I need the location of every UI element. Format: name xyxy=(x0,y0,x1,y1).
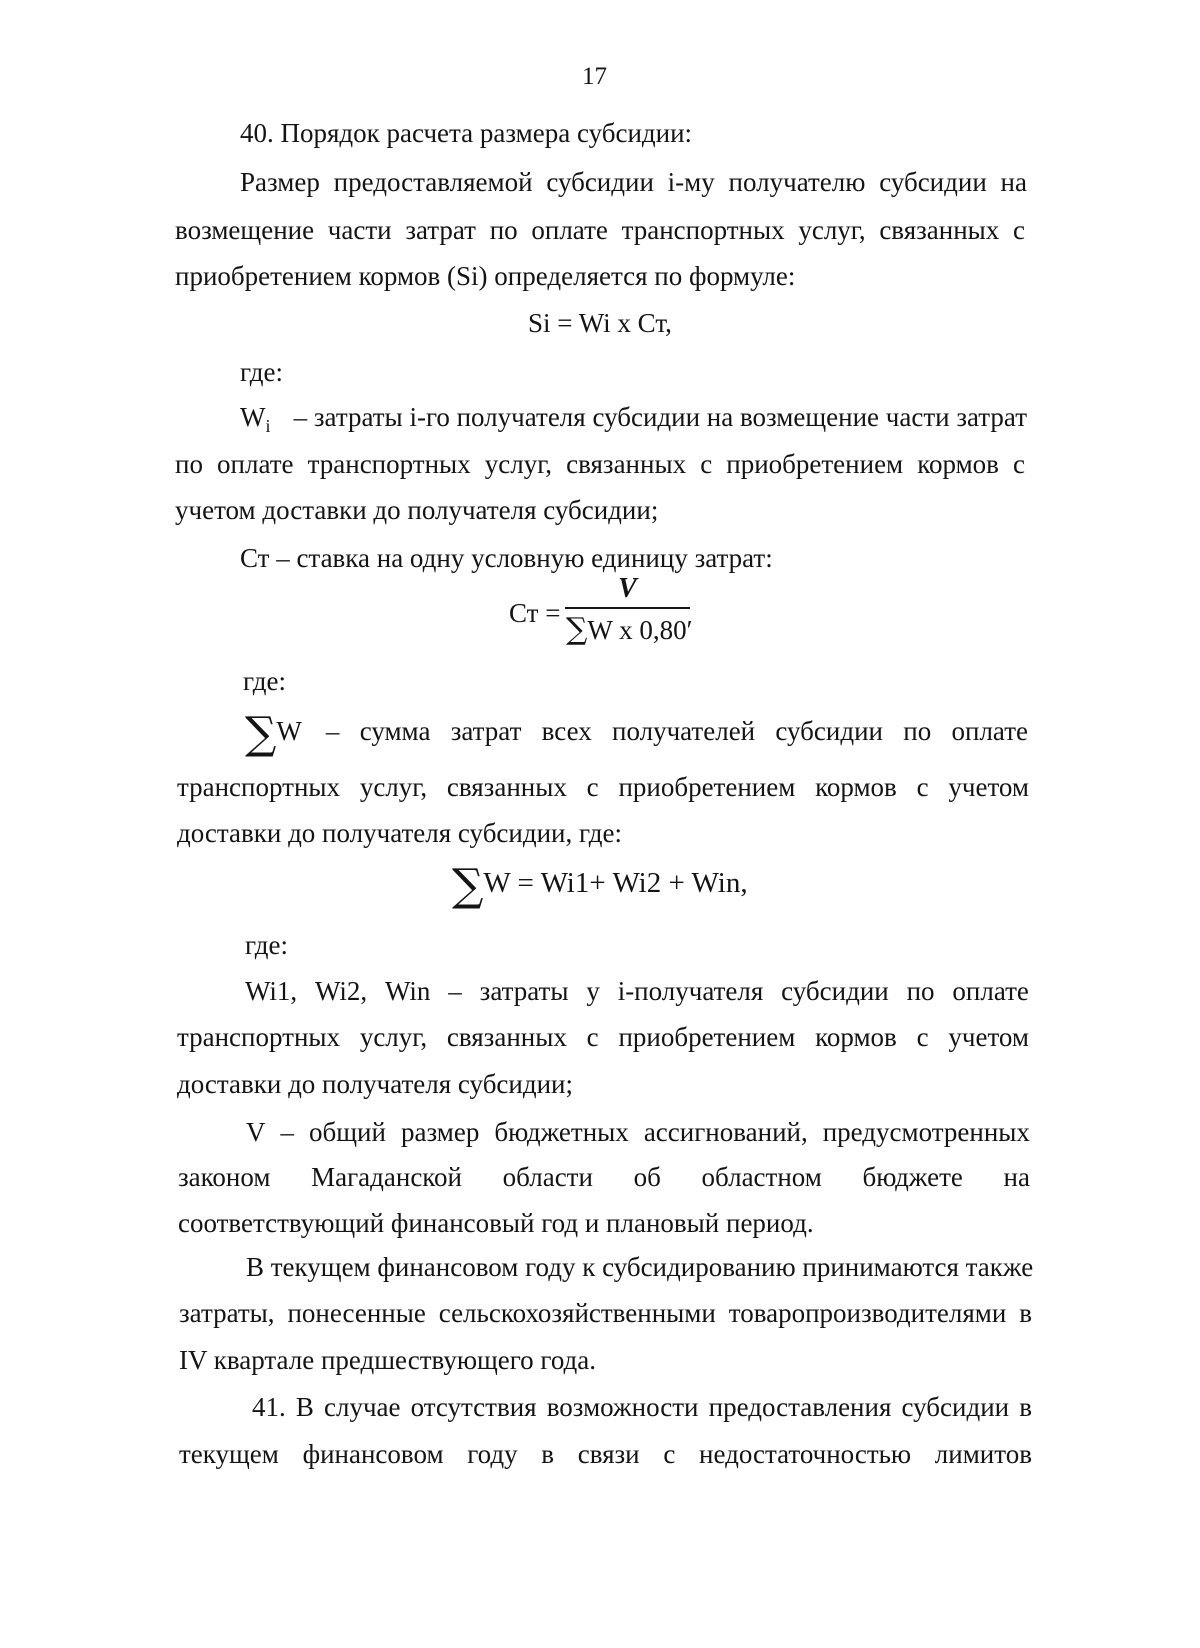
word: году xyxy=(467,1439,518,1469)
word: с xyxy=(916,772,929,802)
word: законом xyxy=(178,1162,271,1192)
word: в xyxy=(1019,1392,1032,1422)
word: затраты xyxy=(479,976,569,1006)
word: получателей xyxy=(612,716,756,746)
word: – xyxy=(325,716,340,746)
word: затрат xyxy=(405,215,476,245)
word: транспортных xyxy=(177,1022,341,1052)
word: транспортных xyxy=(177,772,341,802)
section-41-line xyxy=(252,1390,1032,1424)
formula-denominator: ∑W x 0,80′ xyxy=(566,612,693,647)
word: с xyxy=(586,1022,599,1052)
wi-symbol: $W_i$ xyxy=(240,402,271,436)
where-label: где: xyxy=(245,930,288,960)
word: бюджетных xyxy=(494,1117,629,1147)
word: Wi1, xyxy=(245,976,298,1006)
word: услуг, xyxy=(359,1022,428,1052)
definition-line xyxy=(178,1160,1030,1194)
word: на xyxy=(1000,167,1027,197)
definition-line xyxy=(245,974,1029,1008)
word: учетом xyxy=(948,1022,1029,1052)
word: – xyxy=(448,976,462,1006)
word: об xyxy=(633,1162,661,1192)
word: в xyxy=(541,1439,555,1469)
word: услуг, xyxy=(484,449,553,479)
fraction-bar xyxy=(565,607,690,609)
where-label: где: xyxy=(240,357,283,387)
definition-line xyxy=(175,447,1025,481)
formula-si: Si = Wi x Ст, xyxy=(528,308,672,338)
word: субсидии xyxy=(546,167,654,197)
word: бюджете xyxy=(862,1162,963,1192)
definition-line: соответствующий финансовый год и плановый период. xyxy=(178,1208,814,1238)
word: связанных xyxy=(446,1022,567,1052)
word: с xyxy=(1013,215,1025,245)
word: кормов xyxy=(917,449,999,479)
word: – xyxy=(280,1117,295,1147)
word: связанных xyxy=(566,449,687,479)
word: ассигнований, xyxy=(643,1117,808,1147)
word: Wi2, xyxy=(315,976,368,1006)
word: субсидии xyxy=(901,1392,1010,1422)
definition-line: Ст – ставка на одну условную единицу затрат: xyxy=(240,543,773,573)
section-41-line xyxy=(179,1437,1032,1471)
definition-line: доставки до получателя субсидии, где: xyxy=(177,818,622,848)
word: субсидии xyxy=(879,167,987,197)
word: всех xyxy=(541,716,592,746)
word: случае xyxy=(324,1392,401,1422)
word: В xyxy=(295,1392,314,1422)
word: предоставления xyxy=(708,1392,892,1422)
word: V xyxy=(246,1117,266,1147)
word: с xyxy=(1013,449,1025,479)
word: недостаточностью xyxy=(699,1439,912,1469)
formula-numerator: V xyxy=(618,573,637,604)
word: с xyxy=(663,1439,676,1469)
paragraph-line: В текущем финансовом году к субсидированию принимаются также xyxy=(246,1252,1034,1282)
word: общий xyxy=(309,1117,386,1147)
word: с xyxy=(586,772,599,802)
word: областном xyxy=(701,1162,822,1192)
word: связи xyxy=(577,1439,640,1469)
word: оплате xyxy=(217,449,294,479)
word: сельскохозяйственными xyxy=(438,1298,716,1328)
word: Размер xyxy=(240,167,320,197)
paragraph-line xyxy=(175,213,1025,247)
word: с xyxy=(916,1022,929,1052)
word: субсидии xyxy=(775,716,883,746)
word: кормов xyxy=(815,1022,897,1052)
formula-sum-w: ∑W = Wi1+ Wi2 + Win, xyxy=(452,860,748,911)
definition-line xyxy=(240,400,1027,443)
word: области xyxy=(502,1162,593,1192)
word: Win xyxy=(385,976,431,1006)
formula-lhs: Ст = xyxy=(509,598,561,628)
word: приобретением xyxy=(618,772,796,802)
word: по xyxy=(489,215,518,245)
word: в xyxy=(1019,1298,1032,1328)
word: 41. xyxy=(252,1392,286,1422)
word: субсидии xyxy=(781,976,889,1006)
word: i-му xyxy=(667,167,715,197)
word: оплате xyxy=(952,976,1029,1006)
word: оплате xyxy=(951,716,1028,746)
word: транспортных xyxy=(621,215,785,245)
word: предусмотренных xyxy=(822,1117,1030,1147)
word: текущем xyxy=(179,1439,279,1469)
word: возмещение xyxy=(175,215,315,245)
word: размер xyxy=(400,1117,480,1147)
definition-line xyxy=(177,1020,1029,1054)
word: кормов xyxy=(815,772,897,802)
word: приобретением xyxy=(618,1022,796,1052)
page-number: 17 xyxy=(582,63,607,90)
word: приобретением xyxy=(726,449,904,479)
word: i-получателя xyxy=(617,976,764,1006)
word: затраты, xyxy=(179,1298,275,1328)
definition-text xyxy=(326,714,1028,748)
where-label: где: xyxy=(243,666,286,696)
word: по xyxy=(906,976,935,1006)
word: оплате xyxy=(531,215,608,245)
section-heading: 40. Порядок расчета размера субсидии: xyxy=(240,118,693,148)
word: услуг, xyxy=(359,772,428,802)
sum-w-symbol: ∑W xyxy=(245,708,302,759)
definition-line: доставки до получателя субсидии; xyxy=(177,1069,573,1099)
word: возможности xyxy=(546,1392,699,1422)
word: по xyxy=(175,449,203,479)
definition-line xyxy=(245,708,1028,759)
word: на xyxy=(1003,1162,1030,1192)
paragraph-line: приобретением кормов (Si) определяется по формуле: xyxy=(175,261,796,291)
word: Магаданской xyxy=(311,1162,462,1192)
word: отсутствия xyxy=(410,1392,537,1422)
word: связанных xyxy=(879,215,1000,245)
word: затрат xyxy=(450,716,522,746)
definition-line xyxy=(246,1115,1030,1149)
paragraph-line xyxy=(240,165,1027,199)
definition-line xyxy=(177,770,1029,804)
word: услуг, xyxy=(798,215,866,245)
definition-line: учетом доставки до получателя субсидии; xyxy=(175,495,659,525)
paragraph-line xyxy=(179,1296,1032,1330)
word: с xyxy=(700,449,713,479)
word: предоставляемой xyxy=(333,167,533,197)
word: учетом xyxy=(948,772,1029,802)
word: у xyxy=(586,976,600,1006)
word: по xyxy=(903,716,932,746)
word: сумма xyxy=(359,716,431,746)
definition-text: – затраты i-го получателя субсидии на возмещение части затрат xyxy=(293,402,1027,432)
word: финансовом xyxy=(302,1439,444,1469)
word: получателю xyxy=(728,167,866,197)
word: товаропроизводителями xyxy=(728,1298,1007,1328)
word: транспортных xyxy=(307,449,471,479)
word: лимитов xyxy=(934,1439,1032,1469)
word: связанных xyxy=(446,772,567,802)
word: понесенные xyxy=(287,1298,426,1328)
word: части xyxy=(327,215,392,245)
paragraph-line: IV квартале предшествующего года. xyxy=(179,1345,597,1375)
